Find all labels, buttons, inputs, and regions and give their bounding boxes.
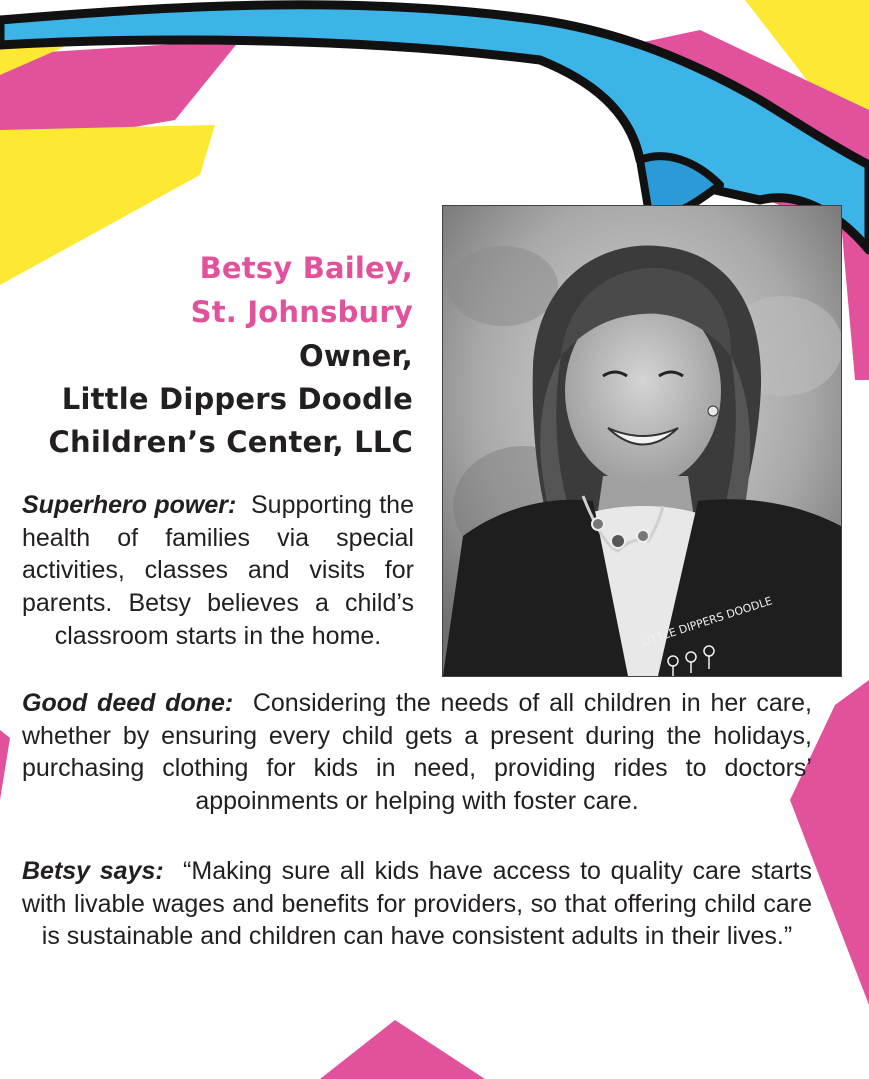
business-name-line1: Little Dippers Doodle — [61, 382, 413, 416]
bg-pink-triangle-bottom — [320, 1020, 485, 1079]
good-deed-label: Good deed done: — [22, 689, 234, 717]
bg-yellow-wedge-left — [0, 125, 215, 285]
person-name: Betsy Bailey, — [199, 251, 413, 285]
vest-logo-text: LITTLE DIPPERS DOODLE — [639, 594, 774, 649]
bg-pink-sliver-left — [0, 730, 10, 800]
person-role: Owner, — [298, 339, 413, 373]
superhero-label: Superhero power: — [22, 491, 237, 519]
superhero-text: Supporting the health of families via special activities, classes and visits for parents. Betsy believes a child’s classroom starts in the home. — [22, 491, 414, 650]
business-name-line2: Children’s Center, LLC — [48, 425, 413, 459]
betsy-says-text: “Making sure all kids have access to quality care starts with livable wages and benefits for providers, so that offering child care is sustainable and children can have consistent adults in their lives.” — [22, 857, 812, 951]
superhero-paragraph — [22, 489, 414, 653]
portrait-photo — [442, 205, 842, 677]
good-deed-paragraph — [22, 687, 812, 818]
person-location: St. Johnsbury — [190, 295, 413, 329]
betsy-says-label: Betsy says: — [22, 857, 164, 885]
betsy-says-paragraph — [22, 855, 812, 953]
good-deed-text: Considering the needs of all children in her care, whether by ensuring every child gets a present during the holidays, purchasing clothing for kids in need, providing rides to doctors’ appoinments or helping with foster care. — [22, 689, 812, 816]
